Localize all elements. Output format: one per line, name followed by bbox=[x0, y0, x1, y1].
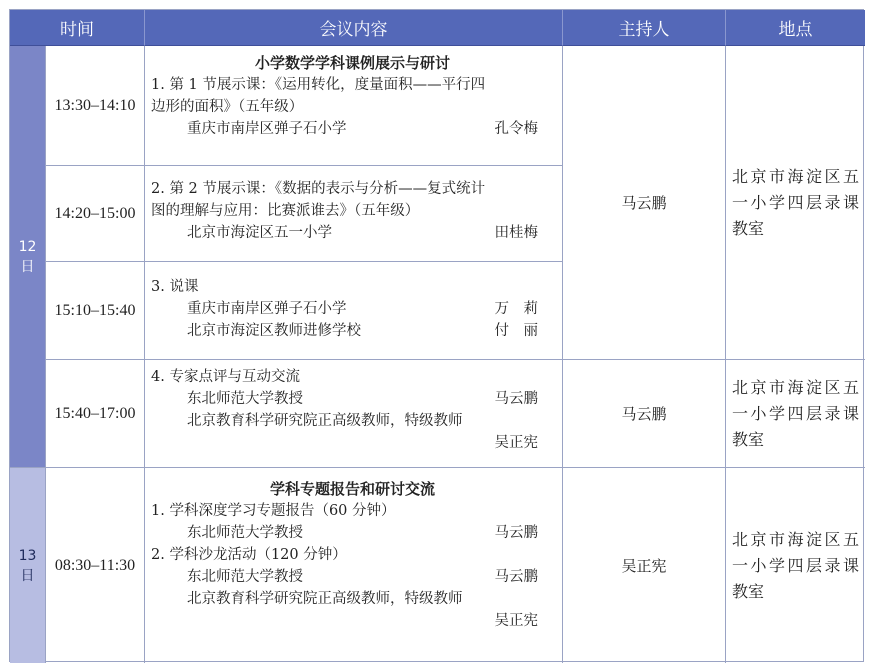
host-cell: 马云鹏 bbox=[563, 46, 726, 360]
content-line: 1. 第 1 节展示课：《运用转化，度量面积——平行四 bbox=[151, 77, 486, 93]
presenter-org: 北京市海淀区教师进修学校 bbox=[187, 323, 361, 339]
content-line: 图的理解与应用：比赛派谁去》（五年级） bbox=[151, 203, 420, 219]
presenter-row bbox=[151, 388, 554, 410]
presenter-org: 重庆市南岸区弹子石小学 bbox=[187, 301, 347, 317]
location-cell bbox=[726, 46, 865, 360]
content-cell bbox=[145, 262, 563, 360]
presenter-org: 东北师范大学教授 bbox=[187, 391, 303, 407]
section-title: 学科专题报告和研讨交流 bbox=[269, 480, 435, 498]
day-label-13 bbox=[10, 468, 46, 663]
schedule-table bbox=[9, 9, 864, 662]
day-suffix: 日 bbox=[20, 567, 35, 584]
presenter-name: 田桂梅 bbox=[494, 225, 538, 241]
content-line: 2. 学科沙龙活动（120 分钟） bbox=[151, 547, 347, 563]
presenter-org: 东北师范大学教授 bbox=[187, 525, 303, 541]
presenter-name: 马云鹏 bbox=[494, 525, 538, 541]
presenter-name: 孔令梅 bbox=[494, 121, 538, 137]
time-cell: 15:10–15:40 bbox=[46, 262, 145, 360]
location-cell bbox=[726, 468, 865, 663]
presenter-row bbox=[151, 118, 554, 140]
presenter-org: 东北师范大学教授 bbox=[187, 569, 303, 585]
presenter-org: 北京教育科学研究院正高级教师，特级教师 bbox=[187, 413, 463, 429]
presenter-name: 付 丽 bbox=[494, 323, 538, 339]
time-cell: 13:30–14:10 bbox=[46, 46, 145, 166]
content-cell bbox=[145, 46, 563, 166]
location-text: 北京市海淀区五一小学四层录课教室 bbox=[732, 529, 859, 601]
day-number: 13 bbox=[18, 547, 37, 564]
presenter-org: 北京教育科学研究院正高级教师，特级教师 bbox=[187, 591, 463, 607]
header-host: 主持人 bbox=[563, 10, 726, 46]
host-cell: 马云鹏 bbox=[563, 360, 726, 468]
time-cell: 08:30–11:30 bbox=[46, 468, 145, 663]
day-label-12 bbox=[10, 46, 46, 468]
header-corner: 时间 bbox=[10, 10, 145, 46]
presenter-name: 万 莉 bbox=[494, 301, 538, 317]
presenter-name: 吴正宪 bbox=[494, 435, 538, 451]
content-line: 4. 专家点评与互动交流 bbox=[151, 369, 300, 385]
presenter-row bbox=[151, 566, 554, 588]
section-title: 小学数学学科课例展示与研讨 bbox=[254, 54, 450, 72]
day-number: 12 bbox=[18, 238, 37, 255]
presenter-row bbox=[151, 522, 554, 544]
content-line: 边形的面积》（五年级） bbox=[151, 99, 304, 115]
location-cell bbox=[726, 360, 865, 468]
time-cell: 15:40–17:00 bbox=[46, 360, 145, 468]
presenter-name: 马云鹏 bbox=[494, 391, 538, 407]
content-cell bbox=[145, 166, 563, 262]
content-cell bbox=[145, 468, 563, 663]
schedule-table-wrapper bbox=[9, 9, 864, 662]
presenter-row bbox=[151, 222, 554, 244]
presenter-row bbox=[151, 320, 554, 342]
content-line: 3. 说课 bbox=[151, 279, 199, 295]
time-cell: 14:20–15:00 bbox=[46, 166, 145, 262]
header-location: 地点 bbox=[726, 10, 865, 46]
presenter-org: 北京市海淀区五一小学 bbox=[187, 225, 332, 241]
host-cell: 吴正宪 bbox=[563, 468, 726, 663]
presenter-org: 重庆市南岸区弹子石小学 bbox=[187, 121, 347, 137]
location-text: 北京市海淀区五一小学四层录课教室 bbox=[732, 166, 859, 238]
presenter-name: 吴正宪 bbox=[494, 613, 538, 629]
content-line: 2. 第 2 节展示课：《数据的表示与分析——复式统计 bbox=[151, 181, 486, 197]
presenter-name: 马云鹏 bbox=[494, 569, 538, 585]
content-cell bbox=[145, 360, 563, 468]
content-line: 1. 学科深度学习专题报告（60 分钟） bbox=[151, 503, 396, 519]
location-text: 北京市海淀区五一小学四层录课教室 bbox=[732, 377, 859, 449]
presenter-row bbox=[151, 298, 554, 320]
header-content: 会议内容 bbox=[145, 10, 563, 46]
day-suffix: 日 bbox=[20, 258, 35, 275]
